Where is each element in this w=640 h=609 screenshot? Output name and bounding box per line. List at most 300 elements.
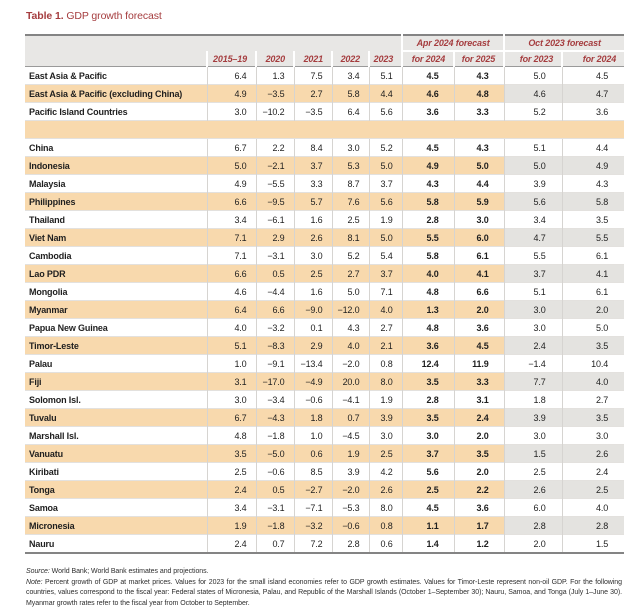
cell-value: 1.8 xyxy=(294,409,332,427)
cell-value: 4.0 xyxy=(562,373,624,391)
cell-value: 2.5 xyxy=(207,463,256,481)
gdp-growth-forecast-table xyxy=(25,34,624,554)
cell-value: 1.0 xyxy=(207,355,256,373)
cell-value: −3.5 xyxy=(256,85,294,103)
cell-value: 0.7 xyxy=(332,409,369,427)
cell-value: 1.2 xyxy=(454,535,504,554)
cell-value: 3.7 xyxy=(294,157,332,175)
cell-value: 3.0 xyxy=(207,103,256,121)
table-row xyxy=(25,85,624,103)
cell-value: 5.8 xyxy=(402,247,454,265)
cell-value: 6.1 xyxy=(454,247,504,265)
cell-value: −5.5 xyxy=(256,175,294,193)
cell-value: 3.5 xyxy=(562,211,624,229)
cell-value: 4.4 xyxy=(454,175,504,193)
header-oct-for-2024: for 2024 xyxy=(562,51,624,67)
cell-value: 5.0 xyxy=(369,229,402,247)
cell-value: 5.5 xyxy=(562,229,624,247)
cell-value: 2.0 xyxy=(562,301,624,319)
note-text: Percent growth of GDP at market prices. Values for 2023 for the small island economies refer to GDP growth estimates. Values for Timor-Leste represent non-oil GDP. For the following countries, values correspond to the fiscal year: Federal states of Micronesia, Palau, and Republic of the Marshall Islands (October 1–September 30); Nauru, Samoa, and Tonga (July 1–June 30). Myanmar growth rates refer to the fiscal year from October to September. xyxy=(26,579,622,607)
row-label: Mongolia xyxy=(25,283,207,301)
cell-value: 5.5 xyxy=(402,229,454,247)
cell-value: 3.6 xyxy=(562,103,624,121)
cell-value: 8.5 xyxy=(294,463,332,481)
cell-value: 4.6 xyxy=(504,85,562,103)
cell-value: 2.5 xyxy=(402,481,454,499)
cell-value: 5.2 xyxy=(504,103,562,121)
cell-value: 2.1 xyxy=(369,337,402,355)
cell-value: 4.0 xyxy=(369,301,402,319)
table-row xyxy=(25,211,624,229)
cell-value: 3.1 xyxy=(207,373,256,391)
cell-value: 4.9 xyxy=(207,175,256,193)
row-label: Timor-Leste xyxy=(25,337,207,355)
cell-value: 1.4 xyxy=(402,535,454,554)
cell-value: 6.7 xyxy=(207,139,256,157)
cell-value: 3.4 xyxy=(207,499,256,517)
cell-value: 2.8 xyxy=(402,211,454,229)
cell-value: −2.0 xyxy=(332,355,369,373)
row-label: Fiji xyxy=(25,373,207,391)
table-row xyxy=(25,265,624,283)
cell-value: −4.1 xyxy=(332,391,369,409)
cell-value: 3.6 xyxy=(454,499,504,517)
header-2023: 2023 xyxy=(369,51,402,67)
cell-value: 4.0 xyxy=(332,337,369,355)
table-row xyxy=(25,463,624,481)
cell-value: 6.4 xyxy=(207,67,256,85)
cell-value: 3.0 xyxy=(562,427,624,445)
table-row xyxy=(25,283,624,301)
cell-value: 3.5 xyxy=(454,445,504,463)
cell-value: 3.3 xyxy=(294,175,332,193)
cell-value: 3.0 xyxy=(504,427,562,445)
cell-value: 0.8 xyxy=(369,517,402,535)
cell-value: 5.8 xyxy=(402,193,454,211)
cell-value: 5.1 xyxy=(207,337,256,355)
cell-value: 4.8 xyxy=(402,319,454,337)
cell-value: 1.9 xyxy=(207,517,256,535)
cell-value: 20.0 xyxy=(332,373,369,391)
cell-value: 2.4 xyxy=(454,409,504,427)
table-body xyxy=(25,67,624,554)
cell-value: 6.1 xyxy=(562,247,624,265)
row-label: Indonesia xyxy=(25,157,207,175)
cell-value: −1.8 xyxy=(256,427,294,445)
header-apr-for-2025: for 2025 xyxy=(454,51,504,67)
cell-value: 3.9 xyxy=(504,175,562,193)
cell-value: −6.1 xyxy=(256,211,294,229)
cell-value: 0.8 xyxy=(369,355,402,373)
cell-value: 2.6 xyxy=(504,481,562,499)
table-row xyxy=(25,67,624,85)
cell-value: 7.1 xyxy=(207,229,256,247)
cell-value: 5.7 xyxy=(294,193,332,211)
row-label: Tonga xyxy=(25,481,207,499)
cell-value: 0.5 xyxy=(256,265,294,283)
cell-value: 2.0 xyxy=(454,427,504,445)
cell-value: 4.5 xyxy=(402,67,454,85)
cell-value: 3.5 xyxy=(562,337,624,355)
cell-value: −4.5 xyxy=(332,427,369,445)
cell-value: 1.0 xyxy=(294,427,332,445)
cell-value: 5.0 xyxy=(207,157,256,175)
cell-value: −3.1 xyxy=(256,499,294,517)
cell-value: −9.1 xyxy=(256,355,294,373)
row-label: Tuvalu xyxy=(25,409,207,427)
cell-value: −2.1 xyxy=(256,157,294,175)
cell-value: 2.4 xyxy=(562,463,624,481)
cell-value: 3.5 xyxy=(207,445,256,463)
cell-value: 4.8 xyxy=(402,283,454,301)
cell-value: 5.1 xyxy=(369,67,402,85)
cell-value: 2.4 xyxy=(207,535,256,554)
cell-value: 2.8 xyxy=(562,517,624,535)
cell-value: −5.0 xyxy=(256,445,294,463)
cell-value: 1.8 xyxy=(504,391,562,409)
cell-value: 2.8 xyxy=(504,517,562,535)
source-label: Source: xyxy=(26,568,50,575)
cell-value: 1.5 xyxy=(562,535,624,554)
cell-value: 1.1 xyxy=(402,517,454,535)
cell-value: 1.9 xyxy=(369,211,402,229)
cell-value: 3.0 xyxy=(332,139,369,157)
cell-value: 3.7 xyxy=(402,445,454,463)
table-row xyxy=(25,193,624,211)
table-row xyxy=(25,319,624,337)
table-row xyxy=(25,337,624,355)
cell-value: 2.7 xyxy=(294,85,332,103)
table-footnotes xyxy=(26,567,622,609)
cell-value: 7.1 xyxy=(207,247,256,265)
row-label: Lao PDR xyxy=(25,265,207,283)
cell-value: 3.6 xyxy=(402,103,454,121)
cell-value: −2.7 xyxy=(294,481,332,499)
cell-value: 6.6 xyxy=(207,193,256,211)
cell-value: 7.5 xyxy=(294,67,332,85)
table-header xyxy=(25,35,624,67)
cell-value: 2.0 xyxy=(454,463,504,481)
cell-value: 4.6 xyxy=(402,85,454,103)
table-row xyxy=(25,373,624,391)
header-country-blank xyxy=(25,51,207,67)
cell-value: 6.6 xyxy=(454,283,504,301)
row-label: Solomon Isl. xyxy=(25,391,207,409)
table-row xyxy=(25,301,624,319)
row-label: East Asia & Pacific xyxy=(25,67,207,85)
cell-value: −12.0 xyxy=(332,301,369,319)
cell-value: 5.5 xyxy=(504,247,562,265)
row-label: Viet Nam xyxy=(25,229,207,247)
cell-value: 3.3 xyxy=(454,373,504,391)
cell-value: 2.4 xyxy=(504,337,562,355)
cell-value: 1.5 xyxy=(504,445,562,463)
cell-value: 5.8 xyxy=(332,85,369,103)
cell-value: 4.3 xyxy=(402,175,454,193)
header-2015-19: 2015–19 xyxy=(207,51,256,67)
table-title-text: GDP growth forecast xyxy=(64,10,162,22)
cell-value: −13.4 xyxy=(294,355,332,373)
cell-value: 2.6 xyxy=(294,229,332,247)
cell-value: 3.0 xyxy=(369,427,402,445)
cell-value: 1.3 xyxy=(402,301,454,319)
row-label: East Asia & Pacific (excluding China) xyxy=(25,85,207,103)
cell-value: 1.9 xyxy=(332,445,369,463)
cell-value: 8.0 xyxy=(369,499,402,517)
cell-value: 0.6 xyxy=(369,535,402,554)
cell-value: 5.6 xyxy=(369,193,402,211)
cell-value: −5.3 xyxy=(332,499,369,517)
cell-value: −1.4 xyxy=(504,355,562,373)
table-row xyxy=(25,409,624,427)
header-oct-for-2023: for 2023 xyxy=(504,51,562,67)
cell-value: 6.6 xyxy=(207,265,256,283)
table-title xyxy=(26,10,624,22)
cell-value: 0.5 xyxy=(256,481,294,499)
row-label: Cambodia xyxy=(25,247,207,265)
cell-value: −8.3 xyxy=(256,337,294,355)
row-label: Palau xyxy=(25,355,207,373)
cell-value: 6.0 xyxy=(454,229,504,247)
cell-value: 2.2 xyxy=(454,481,504,499)
cell-value: −4.3 xyxy=(256,409,294,427)
cell-value: 2.9 xyxy=(256,229,294,247)
table-row xyxy=(25,139,624,157)
header-2022: 2022 xyxy=(332,51,369,67)
row-label: China xyxy=(25,139,207,157)
row-label: Samoa xyxy=(25,499,207,517)
cell-value: 4.9 xyxy=(402,157,454,175)
cell-value: 2.5 xyxy=(504,463,562,481)
cell-value: 5.0 xyxy=(454,157,504,175)
header-apr-for-2024: for 2024 xyxy=(402,51,454,67)
cell-value: 1.6 xyxy=(294,211,332,229)
cell-value: 2.7 xyxy=(562,391,624,409)
cell-value: 4.0 xyxy=(207,319,256,337)
cell-value: 6.4 xyxy=(332,103,369,121)
cell-value: 5.0 xyxy=(504,157,562,175)
cell-value: 5.3 xyxy=(332,157,369,175)
cell-value: 4.4 xyxy=(562,139,624,157)
cell-value: 4.4 xyxy=(369,85,402,103)
header-oct-2023-forecast: Oct 2023 forecast xyxy=(504,35,624,51)
cell-value: 1.6 xyxy=(294,283,332,301)
cell-value: −9.5 xyxy=(256,193,294,211)
cell-value: 3.4 xyxy=(332,67,369,85)
cell-value: 3.6 xyxy=(454,319,504,337)
cell-value: 6.1 xyxy=(562,283,624,301)
table-row xyxy=(25,247,624,265)
table-row xyxy=(25,157,624,175)
cell-value: −2.0 xyxy=(332,481,369,499)
cell-value: 2.9 xyxy=(294,337,332,355)
cell-value: −4.9 xyxy=(294,373,332,391)
cell-value: 0.1 xyxy=(294,319,332,337)
cell-value: 5.1 xyxy=(504,139,562,157)
cell-value: 4.5 xyxy=(402,499,454,517)
cell-value: 6.6 xyxy=(256,301,294,319)
cell-value: 5.0 xyxy=(332,283,369,301)
cell-value: −17.0 xyxy=(256,373,294,391)
cell-value: −1.8 xyxy=(256,517,294,535)
cell-value: −0.6 xyxy=(332,517,369,535)
cell-value: −3.5 xyxy=(294,103,332,121)
table-row xyxy=(25,427,624,445)
cell-value: 3.0 xyxy=(402,427,454,445)
cell-value: 4.0 xyxy=(402,265,454,283)
cell-value: 8.4 xyxy=(294,139,332,157)
row-label: Myanmar xyxy=(25,301,207,319)
cell-value: 3.3 xyxy=(454,103,504,121)
cell-value: −7.1 xyxy=(294,499,332,517)
cell-value: 7.6 xyxy=(332,193,369,211)
cell-value: 4.9 xyxy=(207,85,256,103)
cell-value: 1.9 xyxy=(369,391,402,409)
cell-value: 3.7 xyxy=(369,265,402,283)
row-label: Nauru xyxy=(25,535,207,554)
cell-value: 4.1 xyxy=(562,265,624,283)
cell-value: 7.1 xyxy=(369,283,402,301)
cell-value: 4.9 xyxy=(562,157,624,175)
table-row xyxy=(25,391,624,409)
cell-value: −4.4 xyxy=(256,283,294,301)
table-row xyxy=(25,175,624,193)
cell-value: 4.1 xyxy=(454,265,504,283)
cell-value: 3.0 xyxy=(504,319,562,337)
cell-value: 2.5 xyxy=(332,211,369,229)
cell-value: 1.7 xyxy=(454,517,504,535)
cell-value: 3.9 xyxy=(369,409,402,427)
cell-value: 3.5 xyxy=(402,373,454,391)
cell-value: 2.8 xyxy=(402,391,454,409)
cell-value: 4.5 xyxy=(562,67,624,85)
cell-value: 4.3 xyxy=(332,319,369,337)
cell-value: −3.4 xyxy=(256,391,294,409)
cell-value: 5.0 xyxy=(369,157,402,175)
cell-value: 4.3 xyxy=(454,67,504,85)
cell-value: 7.7 xyxy=(504,373,562,391)
table-number: Table 1. xyxy=(26,10,64,22)
cell-value: 3.9 xyxy=(504,409,562,427)
cell-value: 5.0 xyxy=(562,319,624,337)
cell-value: 3.7 xyxy=(504,265,562,283)
cell-value: 12.4 xyxy=(402,355,454,373)
header-year-row xyxy=(25,51,624,67)
cell-value: 0.7 xyxy=(256,535,294,554)
cell-value: −3.1 xyxy=(256,247,294,265)
cell-value: 3.5 xyxy=(402,409,454,427)
cell-value: 5.6 xyxy=(402,463,454,481)
cell-value: 4.5 xyxy=(454,337,504,355)
row-label: Micronesia xyxy=(25,517,207,535)
cell-value: 2.5 xyxy=(562,481,624,499)
cell-value: −0.6 xyxy=(256,463,294,481)
row-label: Malaysia xyxy=(25,175,207,193)
cell-value: 3.6 xyxy=(402,337,454,355)
row-label: Marshall Isl. xyxy=(25,427,207,445)
cell-value: 1.3 xyxy=(256,67,294,85)
cell-value: 3.1 xyxy=(454,391,504,409)
cell-value: 4.0 xyxy=(562,499,624,517)
source-text: World Bank; World Bank estimates and projections. xyxy=(50,568,209,575)
cell-value: 6.4 xyxy=(207,301,256,319)
cell-value: 2.5 xyxy=(294,265,332,283)
source-note xyxy=(26,567,622,578)
header-2021: 2021 xyxy=(294,51,332,67)
table-row xyxy=(25,499,624,517)
cell-value: 4.7 xyxy=(504,229,562,247)
cell-value: 4.7 xyxy=(562,85,624,103)
cell-value: −9.0 xyxy=(294,301,332,319)
cell-value: 5.6 xyxy=(369,103,402,121)
table-row xyxy=(25,445,624,463)
cell-value: 0.6 xyxy=(294,445,332,463)
row-label: Pacific Island Countries xyxy=(25,103,207,121)
table-row xyxy=(25,481,624,499)
cell-value: 3.9 xyxy=(332,463,369,481)
cell-value: 4.8 xyxy=(454,85,504,103)
table-row xyxy=(25,229,624,247)
spacer-cell xyxy=(25,121,624,139)
cell-value: 2.5 xyxy=(369,445,402,463)
table-row xyxy=(25,103,624,121)
cell-value: 5.1 xyxy=(504,283,562,301)
cell-value: 5.2 xyxy=(332,247,369,265)
table-row xyxy=(25,517,624,535)
cell-value: 2.6 xyxy=(369,481,402,499)
cell-value: 2.7 xyxy=(332,265,369,283)
cell-value: 5.6 xyxy=(504,193,562,211)
cell-value: 2.2 xyxy=(256,139,294,157)
cell-value: 5.8 xyxy=(562,193,624,211)
cell-value: 11.9 xyxy=(454,355,504,373)
table-row xyxy=(25,355,624,373)
note-label: Note: xyxy=(26,579,42,586)
cell-value: 2.0 xyxy=(504,535,562,554)
header-apr-2024-forecast: Apr 2024 forecast xyxy=(402,35,504,51)
cell-value: −10.2 xyxy=(256,103,294,121)
cell-value: 4.3 xyxy=(454,139,504,157)
header-blank xyxy=(25,35,402,51)
cell-value: 3.0 xyxy=(454,211,504,229)
row-label: Thailand xyxy=(25,211,207,229)
cell-value: 8.1 xyxy=(332,229,369,247)
row-label: Kiribati xyxy=(25,463,207,481)
cell-value: 4.6 xyxy=(207,283,256,301)
header-2020: 2020 xyxy=(256,51,294,67)
cell-value: 3.0 xyxy=(294,247,332,265)
cell-value: 3.4 xyxy=(504,211,562,229)
cell-value: 2.6 xyxy=(562,445,624,463)
row-label: Philippines xyxy=(25,193,207,211)
header-group-row xyxy=(25,35,624,51)
table-row xyxy=(25,535,624,554)
cell-value: −3.2 xyxy=(256,319,294,337)
cell-value: 3.4 xyxy=(207,211,256,229)
cell-value: 6.0 xyxy=(504,499,562,517)
cell-value: 5.0 xyxy=(504,67,562,85)
cell-value: 5.9 xyxy=(454,193,504,211)
cell-value: 10.4 xyxy=(562,355,624,373)
cell-value: 2.0 xyxy=(454,301,504,319)
cell-value: 4.8 xyxy=(207,427,256,445)
cell-value: 6.7 xyxy=(207,409,256,427)
cell-value: 3.5 xyxy=(562,409,624,427)
cell-value: 2.4 xyxy=(207,481,256,499)
cell-value: 2.7 xyxy=(369,319,402,337)
cell-value: 4.5 xyxy=(402,139,454,157)
cell-value: 7.2 xyxy=(294,535,332,554)
